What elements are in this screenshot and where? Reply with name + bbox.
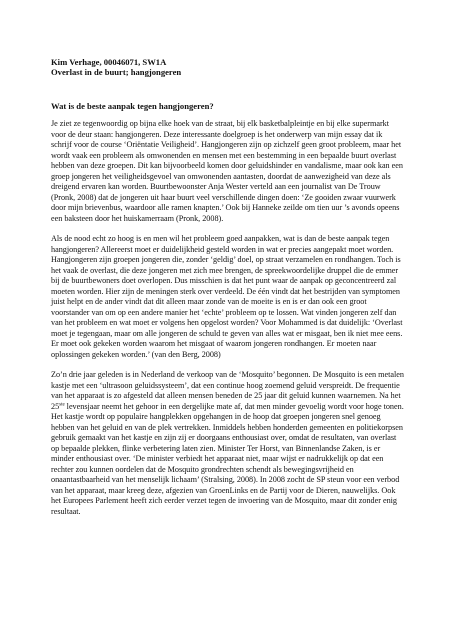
paragraph-1: Je ziet ze tegenwoordig op bijna elke hoek van de straat, bij elk basketbalpleintje en bij elke supermarkt voor de deur staan: hangjongeren. Deze interessante doelgroep is het onderwerp van mijn essay dat ik schrijf voor de course ‘Oriëntatie Veiligheid’. Hangjongeren zijn op zichzelf geen groot probleem, maar het wordt vaak een probleem als omwonenden en mensen met een bestemming in een bepaalde buurt overlast hebben van deze groepen. Dit kan bijvoorbeeld komen door geluidshinder en vandalisme, maar ook kan een groep jongeren het veiligheidsgevoel van omwonenden aantasten, doordat de aanwezigheid van deze als dreigend ervaren kan worden. Buurtbewoonster Anja Wester verteld aan een journalist van De Trouw (Pronk, 2008) dat de jongeren uit haar buurt veel verschillende dingen doen: ‘Ze gooiden zwaar vuurwerk door mijn brievenbus, waardoor alle ramen knapten.’ Ook bij Hanneke zeilde om tien uur ’s avonds opeens een baksteen door het huiskamerraam (Pronk, 2008). xyxy=(51,119,403,223)
document-subtitle: Overlast in de buurt; hangjongeren xyxy=(51,67,182,78)
paragraph-3-part-2: levensjaar neemt het gehoor in een dergelijke mate af, dat men minder gevoelig wordt voor hoge tonen. Het kastje wordt op populaire hangplekken opgehangen in de hoop dat groepen jongeren snel genoeg hebben van het geluid en van de plek vertrekken. Inmiddels hebben honderden gemeenten en politiekorpsen gebruik gemaakt van het kastje en zijn zij er doorgaans enthousiast over, omdat de resultaten, van overlast op bepaalde plekken, flinke verbetering laten zien. Minister Ter Horst, van Binnenlandse Zaken, is er minder enthousiast over. ‘De minister verbiedt het apparaat niet, maar wijst er nadrukkelijk op dat een rechter zou kunnen oordelen dat de Mosquito grondrechten schendt als bewegingsvrijheid en onaantastbaarheid van het menselijk lichaam’ (Stralsing, 2008). In 2008 zocht de SP steun voor een verbod van het apparaat, maar kreeg deze, afgezien van GroenLinks en de Partij voor de Dieren, nauwelijks. Ook het Europees Parlement heeft zich eerder verzet tegen de invoering van de Mosquito, maar dit zonder enig resultaat. xyxy=(51,401,404,516)
paragraph-2: Als de nood echt zo hoog is en men wil het probleem goed aanpakken, wat is dan de beste aanpak tegen hangjongeren? Allereerst moet er duidelijkheid gesteld worden in wat er precies aangepakt moet worden. Hangjongeren zijn groepen jongeren die, zonder ‘geldig’ doel, op straat verzamelen en rondhangen. Toch is het vaak de overlast, die deze jongeren met zich mee brengen, de spreekwoordelijke druppel die de emmer bij de buurtbewoners doet overlopen. Dus misschien is dat het punt waar de aanpak op geconcentreerd zal moeten worden. Hier zijn de meningen sterk over verdeeld. De één vindt dat het bestrijden van symptomen juist helpt en de ander vindt dat dit alleen maar zonde van de moeite is en is er dan ook een groot voorstander van om op een andere manier het ‘echte’ probleem op te lossen. Wat vinden jongeren zelf dan van het probleem en wat moet er volgens hen opgelost worden? Voor Mohammed is dat duidelijk: ‘Overlast moet je tegengaan, maar om alle jongeren de schuld te geven van alles wat er misgaat, ben ik niet mee eens. Er moet ook gekeken worden waarom het misgaat of waarom jongeren rondhangen. Er moeten naar oplossingen gekeken worden.’ (van den Berg, 2008) xyxy=(51,234,403,359)
section-question: Wat is de beste aanpak tegen hangjongeren? xyxy=(51,100,214,111)
author-line: Kim Verhage, 00046071, SW1A xyxy=(51,57,167,67)
paragraph-3-part-1: Zo’n drie jaar geleden is in Nederland de verkoop van de ‘Mosquito’ begonnen. De Mosquito is een metalen kastje met een ‘ultrasoon geluidssysteem’, dat een continue hoog zoemend geluid verspreidt. De frequentie van het apparaat is zo afgesteld dat alleen mensen beneden de 25 jaar dit geluid kunnen waarnemen. Na het 25 xyxy=(51,370,404,411)
paragraph-3 xyxy=(51,370,404,517)
ordinal-superscript: ste xyxy=(59,401,65,407)
